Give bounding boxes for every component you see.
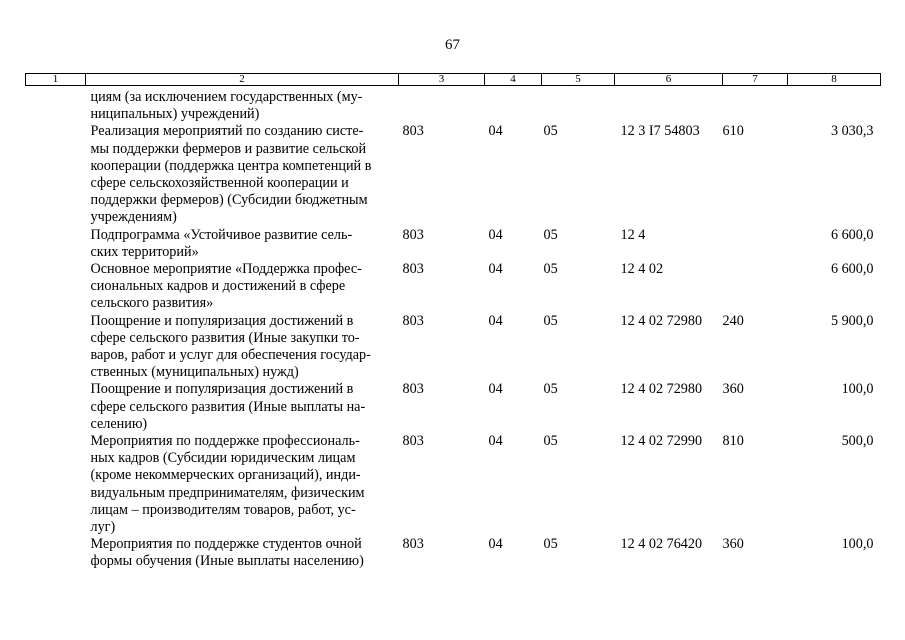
column-header-1: 1 [26,74,86,86]
item-name-line: сфере сельского развития (Иные выплаты на- [90,398,366,415]
item-name-line: кооперации (поддержка центра компетенций в [90,157,372,174]
item-name-line: ственных (муниципальных) нужд) [90,364,299,381]
row-number-cell [26,86,86,124]
amount-cell: 6 600,0 [830,226,874,243]
section-code-cell: 04 [488,312,503,329]
section-code-cell: 04 [488,123,503,140]
item-name-cell [86,536,399,570]
table-row [26,261,881,313]
column-header-8: 8 [788,74,881,86]
ministry-code-cell: 803 [402,312,424,329]
table-row [26,227,881,261]
expense-type-cell [723,227,788,261]
item-name-line: лицам – производителям товаров, работ, ус- [90,501,356,518]
column-header-6: 6 [615,74,723,86]
item-name-line: ских территорий» [90,243,199,260]
item-name-cell [86,433,399,536]
table-row [26,313,881,382]
ministry-code-cell: 803 [402,536,424,553]
column-header-2: 2 [86,74,399,86]
item-name-line: Подпрограмма «Устойчивое развитие сель- [90,226,353,243]
item-name-line: формы обучения (Иные выплаты населению) [90,553,364,570]
item-name-line: Основное мероприятие «Поддержка профес- [90,261,362,278]
item-name-cell [86,227,399,261]
item-name-line: Мероприятия по поддержке профессиональ- [90,433,360,450]
table-row [26,123,881,226]
item-name-line: видуальным предпринимателям, физическим [90,484,365,501]
item-name-line: сельского развития» [90,295,214,312]
amount-cell: 6 600,0 [830,261,874,278]
item-name-line: ных кадров (Субсидии юридическим лицам [90,450,356,467]
ministry-code-cell: 803 [402,123,424,140]
item-name-line: (кроме некоммерческих организаций), инди- [90,467,361,484]
row-number-cell [26,381,86,433]
item-name-line: циям (за исключением государственных (му- [90,89,363,105]
expense-type-cell: 810 [722,433,744,450]
item-name-line: Поощрение и популяризация достижений в [90,381,354,398]
item-name-line: Мероприятия по поддержке студентов очной [90,536,362,553]
amount-cell: 100,0 [841,381,874,398]
ministry-code-cell [399,86,485,124]
target-article-cell [615,86,723,124]
section-code-cell: 04 [488,433,503,450]
expense-type-cell [723,86,788,124]
item-name-cell [86,313,399,382]
expense-type-cell: 360 [722,536,744,553]
item-name-line: сфере сельскохозяйственной кооперации и [90,175,349,192]
ministry-code-cell: 803 [402,261,424,278]
subsection-code-cell: 05 [543,312,558,329]
item-name-line: учреждениям) [90,209,177,226]
item-name-cell [86,261,399,313]
target-article-cell: 12 4 02 76420 [620,536,703,553]
target-article-cell: 12 4 02 72990 [620,433,703,450]
row-number-cell [26,261,86,313]
table-row [26,536,881,570]
item-name-line: Реализация мероприятий по созданию систе- [90,123,364,140]
ministry-code-cell: 803 [402,433,424,450]
table-row [26,381,881,433]
page-number: 67 [445,37,460,53]
column-header-3: 3 [399,74,485,86]
expense-type-cell [723,261,788,313]
target-article-cell: 12 4 02 72980 [620,381,703,398]
item-name-cell [86,381,399,433]
ministry-code-cell: 803 [402,226,424,243]
expense-type-cell: 610 [722,123,744,140]
row-number-cell [26,536,86,570]
column-header-5: 5 [542,74,615,86]
subsection-code-cell [542,86,615,124]
table-header [26,74,881,86]
target-article-cell: 12 4 02 72980 [620,312,703,329]
amount-cell: 500,0 [841,433,874,450]
subsection-code-cell: 05 [543,536,558,553]
row-number-cell [26,433,86,536]
row-number-cell [26,227,86,261]
item-name-line: варов, работ и услуг для обеспечения государ- [90,347,371,364]
subsection-code-cell: 05 [543,433,558,450]
section-code-cell: 04 [488,261,503,278]
item-name-line: Поощрение и популяризация достижений в [90,312,354,329]
section-code-cell: 04 [488,536,503,553]
target-article-cell: 12 4 02 [620,261,664,278]
subsection-code-cell: 05 [543,123,558,140]
section-code-cell: 04 [488,226,503,243]
item-name-cell [86,123,399,226]
expense-type-cell: 240 [722,312,744,329]
amount-cell [788,86,881,124]
subsection-code-cell: 05 [543,226,558,243]
expense-type-cell: 360 [722,381,744,398]
subsection-code-cell: 05 [543,381,558,398]
item-name-line: мы поддержки фермеров и развитие сельской [90,140,367,157]
column-header-4: 4 [485,74,542,86]
row-number-cell [26,123,86,226]
table-body [26,86,881,571]
column-header-7: 7 [723,74,788,86]
table-row [26,433,881,536]
budget-table [25,73,881,571]
target-article-cell: 12 3 I7 54803 [620,123,700,140]
section-code-cell: 04 [488,381,503,398]
target-article-cell: 12 4 [620,226,646,243]
item-name-line: ниципальных) учреждений) [90,106,260,123]
item-name-line: сфере сельского развития (Иные закупки то- [90,329,360,346]
item-name-line: луг) [90,519,116,536]
amount-cell: 5 900,0 [830,312,874,329]
ministry-code-cell: 803 [402,381,424,398]
column-number-row [26,74,881,86]
item-name-line: поддержки фермеров) (Субсидии бюджетным [90,192,368,209]
item-name-line: сиональных кадров и достижений в сфере [90,278,346,295]
item-name-line: селению) [90,415,148,432]
amount-cell: 100,0 [841,536,874,553]
section-code-cell [485,86,542,124]
subsection-code-cell: 05 [543,261,558,278]
amount-cell: 3 030,3 [830,123,874,140]
row-number-cell [26,313,86,382]
table-row [26,86,881,124]
item-name-cell [86,86,399,124]
